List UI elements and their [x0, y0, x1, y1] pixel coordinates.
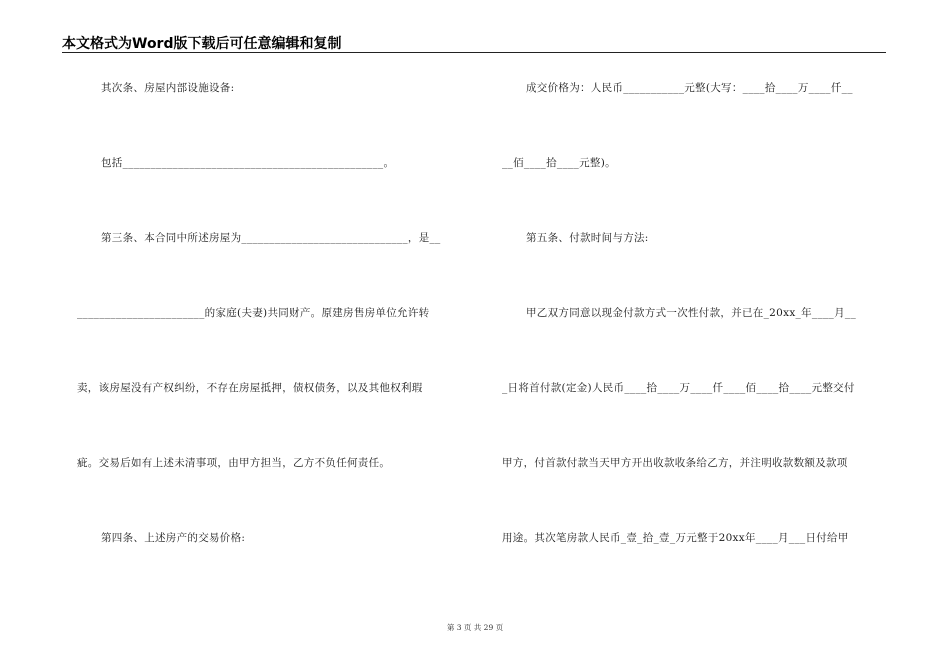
right-line-1: 成交价格为：人民币___________元整(大写：____拾____万____仟__	[526, 82, 853, 94]
right-line-7: 用途。其次笔房款人民币_壹_拾_壹_万元整于20xx年____月___日付给甲	[502, 532, 849, 544]
header-divider	[62, 52, 886, 53]
page-number-footer: 第 3 页 共 29 页	[446, 623, 504, 632]
right-line-2: __佰____拾____元整)。	[502, 157, 616, 169]
right-line-5: _日将首付款(定金)人民币____拾____万____仟____佰____拾____元整交付	[502, 382, 855, 394]
left-line-2: 包括_______________________________________________。	[101, 157, 395, 169]
document-header-title: 本文格式为Word版下载后可任意编辑和复制	[62, 36, 342, 52]
left-line-1: 其次条、房屋内部设施设备:	[101, 82, 235, 94]
right-line-3: 第五条、付款时间与方法:	[526, 232, 649, 244]
left-line-7: 第四条、上述房产的交易价格:	[101, 532, 246, 544]
right-line-6: 甲方，付首款付款当天甲方开出收款收条给乙方，并注明收款数额及款项	[502, 457, 848, 469]
left-line-3: 第三条、本合同中所述房屋为______________________________，是__	[101, 232, 441, 244]
left-line-5: 卖，该房屋没有产权纠纷，不存在房屋抵押，债权债务，以及其他权利瑕	[77, 382, 423, 394]
right-line-4: 甲乙双方同意以现金付款方式一次性付款，并已在_20xx_年____月__	[526, 307, 857, 319]
left-line-6: 疵。交易后如有上述未清事项，由甲方担当，乙方不负任何责任。	[77, 457, 391, 469]
left-line-4: _______________________的家庭(夫妻)共同财产。原建房售房单位允许转	[77, 307, 430, 319]
